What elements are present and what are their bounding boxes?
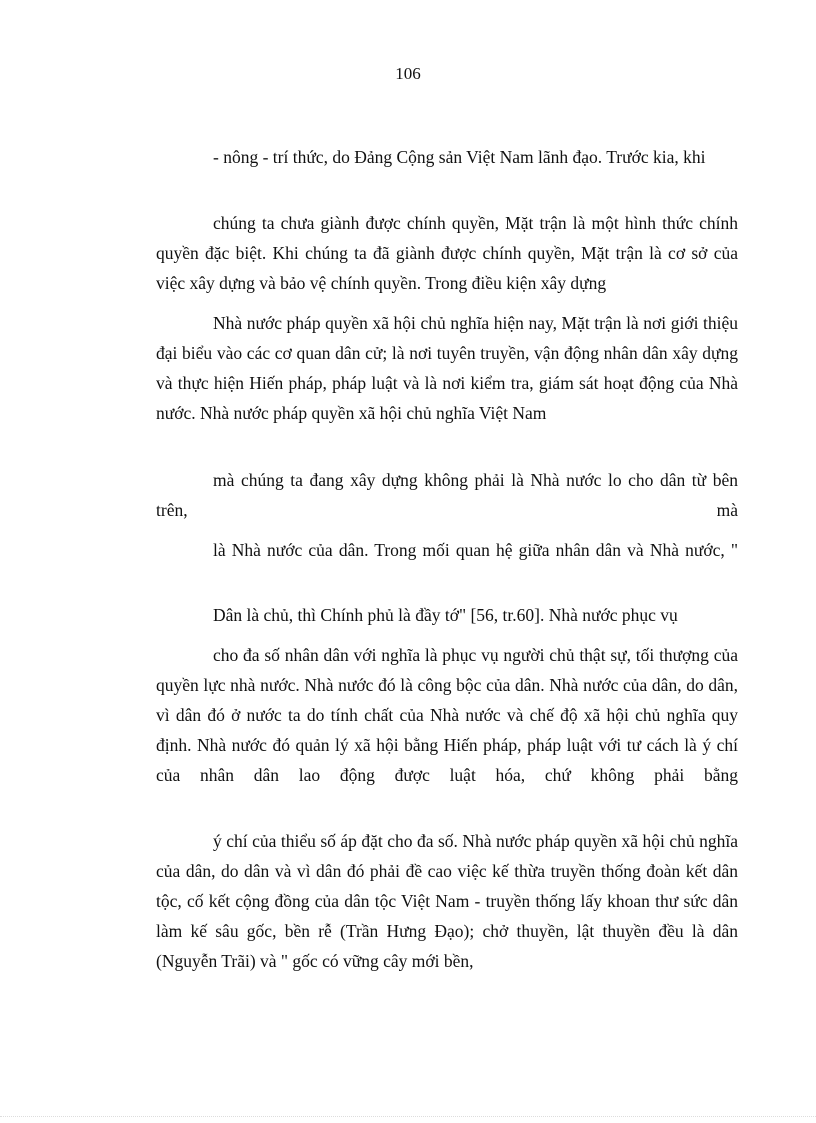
paragraph-4 (156, 465, 738, 525)
page-bottom-divider (0, 1116, 816, 1117)
paragraph-2 (156, 208, 738, 298)
paragraph-5-text: là Nhà nước của dân. Trong mối quan hệ giữa nhân dân và Nhà nước, " (213, 540, 738, 560)
page-number: 106 (395, 64, 421, 83)
paragraph-4-text: mà chúng ta đang xây dựng không phải là Nhà nước lo cho dân từ bên trên, mà (156, 470, 738, 520)
paragraph-2-text: chúng ta chưa giành được chính quyền, Mặt trận là một hình thức chính quyền đặc biệt. Khi chúng ta đã giành được chính quyền, Mặt trận là cơ sở của việc xây dựng và bảo vệ chính quyền. Trong điều kiện xây dựng (156, 213, 738, 293)
paragraph-6 (156, 600, 738, 630)
paragraph-1 (156, 142, 738, 172)
paragraph-8-text: ý chí của thiểu số áp đặt cho đa số. Nhà nước pháp quyền xã hội chủ nghĩa của dân, do dân và vì dân đó phải đề cao việc kế thừa truyền thống đoàn kết dân tộc, cố kết cộng đồng của dân tộc Việt Nam - truyền thống lấy khoan thư sức dân làm kế sâu gốc, bền rễ (Trần Hưng Đạo); chở thuyền, lật thuyền đều là dân (Nguyễn Trãi) và " gốc có vững cây mới bền, (156, 831, 738, 971)
paragraph-7 (156, 640, 738, 790)
paragraph-7-text: cho đa số nhân dân với nghĩa là phục vụ người chủ thật sự, tối thượng của quyền lực nhà nước. Nhà nước đó là công bộc của dân. Nhà nước của dân, do dân, vì dân đó ở nước ta do tính chất của Nhà nước và chế độ xã hội chủ nghĩa quy định. Nhà nước đó quản lý xã hội bằng Hiến pháp, pháp luật với tư cách là ý chí của nhân dân lao động được luật hóa, chứ không phải bằng (156, 645, 738, 785)
paragraph-8 (156, 826, 738, 976)
paragraph-6-text: Dân là chủ, thì Chính phủ là đầy tớ" [56, tr.60]. Nhà nước phục vụ (213, 605, 678, 625)
paragraph-1-text: - nông - trí thức, do Đảng Cộng sản Việt Nam lãnh đạo. Trước kia, khi (213, 147, 706, 167)
paragraph-3-text: Nhà nước pháp quyền xã hội chủ nghĩa hiện nay, Mặt trận là nơi giới thiệu đại biểu vào các cơ quan dân cử; là nơi tuyên truyền, vận động nhân dân xây dựng và thực hiện Hiến pháp, pháp luật và là nơi kiểm tra, giám sát hoạt động của Nhà nước. Nhà nước pháp quyền xã hội chủ nghĩa Việt Nam (156, 313, 738, 423)
paragraph-3 (156, 308, 738, 428)
paragraph-5 (156, 535, 738, 565)
